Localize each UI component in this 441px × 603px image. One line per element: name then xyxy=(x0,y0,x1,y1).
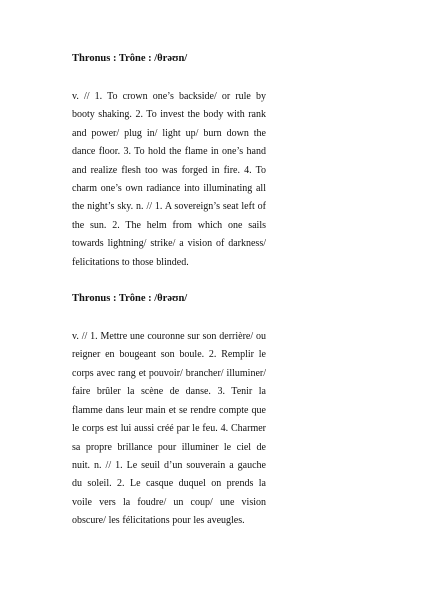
entry-title-french: Thronus : Trône : /θrəʊn/ xyxy=(72,293,188,305)
entry-body-english: v. // 1. To crown one’s backside/ or rule by booty shaking. 2. To invest the body with rank and power/ plug in/ light up/ burn down the dance floor. 3. To hold the flame in one’s hand and realize flesh too was forged in fire. 4. To charm one’s own radiance into illuminating all the night’s sky. n. // 1. A sovereign’s seat left of the sun. 2. The helm from which one sails towards lightning/ strike/ a vision of darkness/ felicitations to those blinded. xyxy=(72,91,266,268)
entry-body-french: v. // 1. Mettre une couronne sur son derrière/ ou reigner en bougeant son boule. 2. Remplir le corps avec rang et pouvoir/ brancher/ illuminer/ faire brûler la scène de danse. 3. Tenir la flamme dans leur main et se rendre compte que le corps est lui aussi créé par le feu. 4. Charmer sa propre brillance pour illuminer le ciel de nuit. n. // 1. Le seuil d’un souverain a gauche du soleil. 2. Le casque duquel on prends la voile vers la foudre/ un coup/ une vision obscure/ les félicitations pour les aveugles. xyxy=(72,331,266,527)
entry-english xyxy=(72,52,266,272)
entry-french xyxy=(72,292,266,530)
entry-title-english: Thronus : Trône : /θrəʊn/ xyxy=(72,53,188,64)
document-page xyxy=(72,52,266,531)
